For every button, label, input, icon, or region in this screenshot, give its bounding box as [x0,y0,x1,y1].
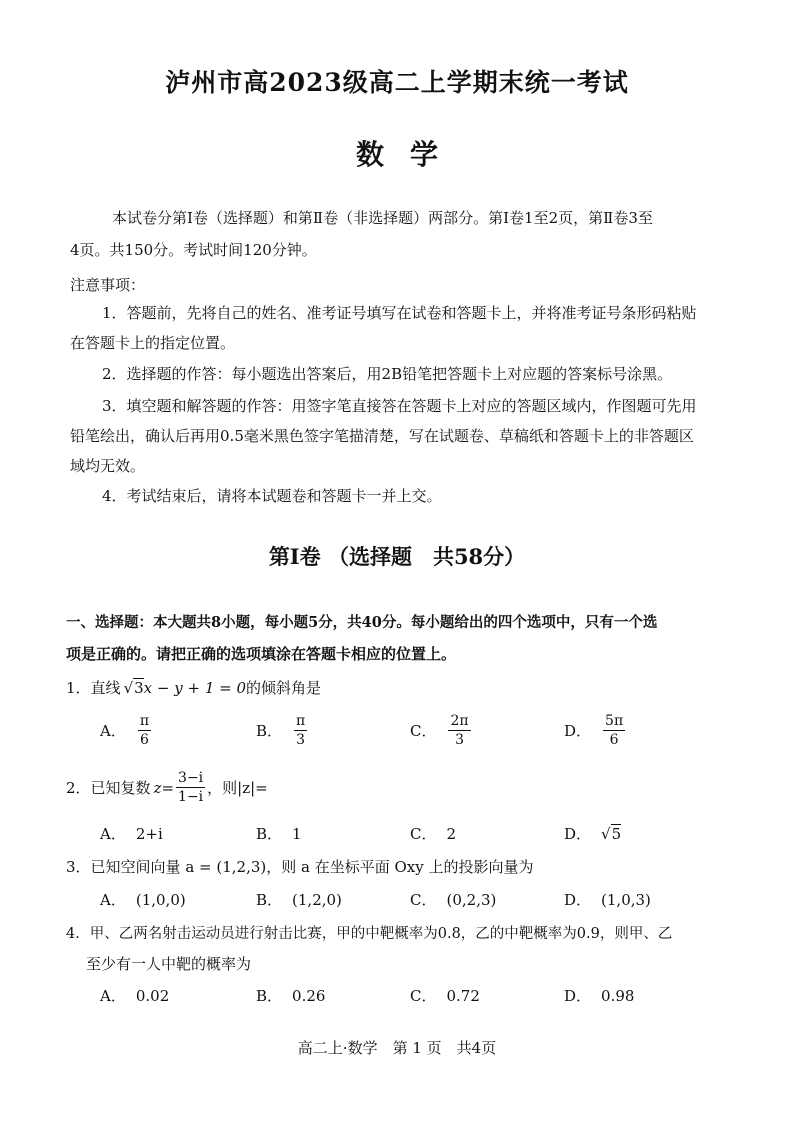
option-label: A． [100,891,126,909]
option-label: D． [564,891,592,909]
question-1-sqrt-arg: 3 [134,679,144,697]
question-1-option-a[interactable] [100,712,153,749]
question-3-option-c[interactable] [410,889,496,910]
notice-item-3-line-2: 铅笔绘出，确认后再用0.5毫米黑色签字笔描清楚，写在试题卷、草稿纸和答题卡上的非答题区 [70,427,694,445]
notice-heading: 注意事项： [70,276,146,294]
question-4-line-2: 至少有一人中靶的概率为 [86,955,252,973]
question-3-number: 3． [66,858,91,876]
option-text: (1,0,3) [601,890,651,909]
option-text: 2+i [135,824,163,843]
question-3-option-d[interactable] [564,889,651,910]
option-text: (1,0,0) [135,890,186,909]
page-footer: 高二上·数学 第 1 页 共4页 [297,1039,497,1057]
question-3-stem [66,856,533,878]
option-label: D． [564,987,592,1005]
notice-item-3-line-3: 域均无效。 [70,457,146,475]
section-title: 第Ⅰ卷 （选择题 共58分） [268,544,526,569]
option-text: (1,2,0) [292,890,342,909]
question-4-option-b[interactable] [256,985,325,1006]
intro-line-1: 本试卷分第Ⅰ卷（选择题）和第Ⅱ卷（非选择题）两部分。第Ⅰ卷1至2页，第Ⅱ卷3至 [112,209,653,227]
question-4-number: 4． [66,926,90,942]
question-2-option-b[interactable] [256,823,302,844]
option-label: C． [410,825,437,843]
option-label: B． [256,722,283,740]
option-fraction: $\frac{5\pi}{6}$ [605,713,624,748]
option-text: 0.72 [446,986,480,1005]
question-2-option-a[interactable] [100,823,163,844]
notice-item-2: 2．选择题的作答：每小题选出答案后，用2B铅笔把答题卡上对应题的答案标号涂黑。 [102,365,673,383]
option-label: B． [256,987,283,1005]
question-3-option-a[interactable] [100,889,186,910]
option-label: A． [100,825,126,843]
option-text: 2 [446,824,457,843]
notice-item-1-line-2: 在答题卡上的指定位置。 [70,334,236,352]
subject-title: 数学 [355,138,464,171]
question-2-option-c[interactable] [410,823,456,844]
question-1-option-d[interactable] [564,712,627,749]
notice-item-4: 4．考试结束后，请将本试题卷和答题卡一并上交。 [102,487,442,505]
question-2-fraction: $\frac{3-i}{1-i}$ [178,770,204,805]
option-label: C． [410,891,437,909]
question-2-option-d[interactable]: D． √ 5 [564,824,622,843]
question-2-eq: = [161,778,175,797]
option-text: 1 [292,824,302,843]
option-label: B． [256,891,283,909]
question-2-pre: 已知复数 [90,778,151,797]
question-2-stem [66,769,268,806]
intro-line-2: 4页。共150分。考试时间120分钟。 [70,241,317,259]
question-1-expr: x − y + 1 = 0 [143,679,247,697]
section-instructions-line-1: 一、选择题：本大题共8小题，每小题5分，共40分。每小题给出的四个选项中，只有一个选 [66,614,658,631]
option-text: 0.02 [135,986,170,1005]
question-4-line-1: 甲、乙两名射击运动员进行射击比赛，甲的中靶概率为0.8，乙的中靶概率为0.9，则甲、乙 [89,926,673,942]
question-1-number: 1． [66,679,91,697]
question-4-option-d[interactable] [564,985,634,1006]
option-fraction: $\frac{2\pi}{3}$ [450,713,469,748]
question-1-post: 的倾斜角是 [246,679,322,697]
question-3-text: 已知空间向量 a = (1,2,3)，则 a 在坐标平面 Oxy 上的投影向量为 [90,858,534,876]
question-1-option-c[interactable] [410,712,473,749]
notice-item-1-line-1: 1．答题前，先将自己的姓名、准考证号填写在试卷和答题卡上，并将准考证号条形码粘贴 [102,304,697,322]
question-2-var: z [153,778,162,797]
option-label: A． [100,987,126,1005]
exam-title: 泸州市高2023级高二上学期末统一考试 [165,68,629,97]
question-1-stem: 1．直线 √3x − y + 1 = 0的倾斜角是 [66,679,322,697]
question-4-stem-line-1 [66,923,672,945]
option-label: C． [410,987,437,1005]
question-2-number: 2． [66,778,91,797]
question-1-option-b[interactable] [256,712,309,749]
option-label: C． [410,722,437,740]
option-label: A． [100,722,126,740]
option-label: B． [256,825,283,843]
question-2-post: ，则|z|= [207,778,268,797]
question-4-option-c[interactable] [410,985,480,1006]
section-instructions-line-2: 项是正确的。请把正确的选项填涂在答题卡相应的位置上。 [66,645,457,663]
option-fraction: $\frac{\pi}{3}$ [296,713,306,748]
option-text: 0.98 [601,986,635,1005]
option-label: D． [564,825,592,843]
question-3-option-b[interactable] [256,889,342,910]
question-4-option-a[interactable] [100,985,169,1006]
option-text: 0.26 [292,986,326,1005]
option-fraction: $\frac{\pi}{6}$ [139,713,150,748]
option-label: D． [564,722,592,740]
notice-item-3-line-1: 3．填空题和解答题的作答：用签字笔直接答在答题卡上对应的答题区域内，作图题可先用 [102,397,697,415]
question-1-pre: 直线 [90,679,121,697]
option-sqrt-arg: 5 [611,825,622,843]
option-text: (0,2,3) [446,890,497,909]
